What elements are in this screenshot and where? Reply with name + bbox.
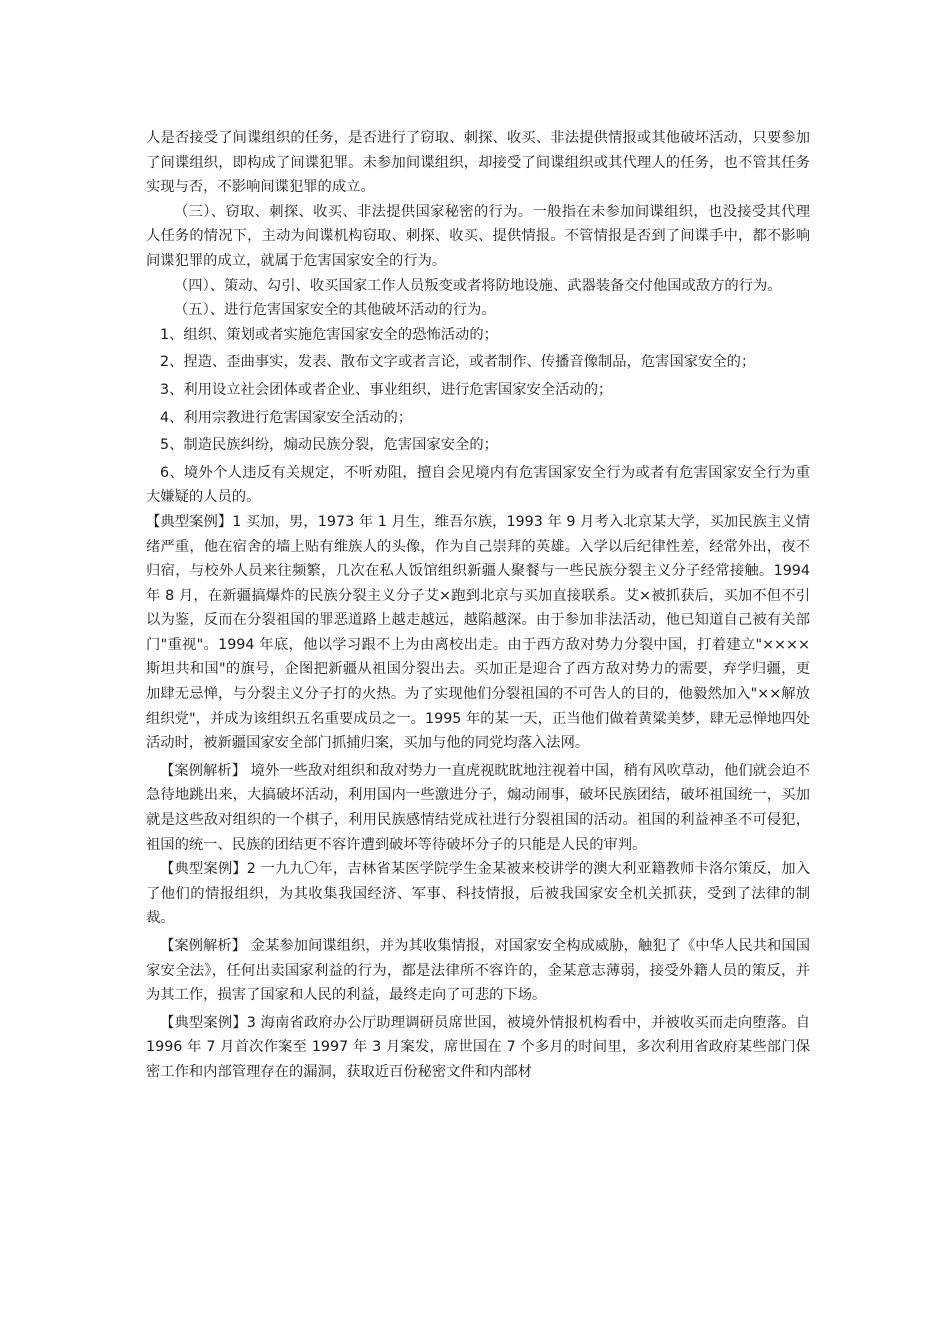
list-item-5: 5、制造民族纠纷，煽动民族分裂，危害国家安全的； <box>160 437 498 454</box>
list-item-3: 3、利用设立社会团体或者企业、事业组织，进行危害国家安全活动的； <box>160 381 613 398</box>
list-item-4: 4、利用宗教进行危害国家安全活动的； <box>160 409 413 426</box>
paragraph-section-4: （四）、策动、勾引、收买国家工作人员叛变或者将防地设施、武器装备交付他国或敌方的行为。 <box>174 277 782 294</box>
document-body <box>146 126 810 1085</box>
paragraph-section-3: （三）、窃取、刺探、收买、非法提供国家秘密的行为。一般指在未参加间谍组织，也没接受其代理人任务的情况下，主动为间谍机构窃取、刺探、收买、提供情报。不管情报是否到了间谍手中，都不影响间谍犯罪的成立，就属于危害国家安全的行为。 <box>146 203 810 269</box>
paragraph-section-5: （五）、进行危害国家安全的其他破坏活动的行为。 <box>174 302 496 319</box>
list-item-2: 2、捏造、歪曲事实，发表、散布文字或者言论，或者制作、传播音像制品，危害国家安全的； <box>160 354 756 371</box>
case-analysis-1: 【案例解析】 境外一些敌对组织和敌对势力一直虎视眈眈地注视着中国，稍有风吹草动，他们就会迫不急待地跳出来，大搞破坏活动，利用国内一些激进分子，煽动闹事，破坏民族团结，破坏祖国统一，买加就是这些敌对组织的一个棋子，利用民族感情结党成社进行分裂祖国的活动。祖国的利益神圣不可侵犯，祖国的统一、民族的团结更不容许遭到破坏等待破坏分子的只能是人民的审判。 <box>146 762 810 853</box>
case-3: 【典型案例】3 海南省政府办公厅助理调研员席世国，被境外情报机构看中，并被收买而走向堕落。自 1996 年 7 月首次作案至 1997 年 3 月案发，席世国在 7 个多月的时间里，多次利用省政府某些部门保密工作和内部管理存在的漏洞，获取近百份秘密文件和内部材 <box>146 1014 810 1080</box>
case-1: 【典型案例】1 买加，男，1973 年 1 月生，维吾尔族，1993 年 9 月考入北京某大学，买加民族主义情绪严重，他在宿舍的墙上贴有维族人的头像，作为自己崇拜的英雄。入学以后纪律性差，经常外出，夜不归宿，与校外人员来往频繁，几次在私人饭馆组织新疆人聚餐与一些民族分裂主义分子经常接触。1994 年 8 月，在新疆搞爆炸的民族分裂主义分子艾×跑到北京与买加直接联系。艾×被抓获后，买加不但不引以为鉴，反而在分裂祖国的罪恶道路上越走越远，越陷越深。由于参加非法活动，他已知道自己被有关部门"重视"。1994 年底，他以学习跟不上为由离校出走。由于西方敌对势力分裂中国，打着建立"××××斯坦共和国"的旗号，企图把新疆从祖国分裂出去。买加正是迎合了西方敌对势力的需要，弃学归疆，更加肆无忌惮，与分裂主义分子打的火热。为了实现他们分裂祖国的不可告人的目的，他毅然加入"××解放组织党"，并成为该组织五名重要成员之一。1995 年的某一天，正当他们做着黄粱美梦，肆无忌惮地四处活动时，被新疆国家安全部门抓捕归案，买加与他的同党均落入法网。 <box>146 513 810 752</box>
list-item-1: 1、组织、策划或者实施危害国家安全的恐怖活动的； <box>160 326 498 343</box>
case-2: 【典型案例】2 一九九〇年，吉林省某医学院学生金某被来校讲学的澳大利亚籍教师卡洛尔策反，加入了他们的情报组织，为其收集我国经济、军事、科技情报，后被我国家安全机关抓获，受到了法律的制裁。 <box>146 861 810 927</box>
case-analysis-2: 【案例解析】 金某参加间谍组织，并为其收集情报，对国家安全构成威胁，触犯了《中华人民共和国国家安全法》，任何出卖国家利益的行为，都是法律所不容许的，金某意志薄弱，接受外籍人员的策反，并为其工作，损害了国家和人民的利益，最终走向了可悲的下场。 <box>146 938 810 1004</box>
paragraph-1: 人是否接受了间谍组织的任务，是否进行了窃取、刺探、收买、非法提供情报或其他破坏活动，只要参加了间谍组织，即构成了间谍犯罪。未参加间谍组织，却接受了间谍组织或其代理人的任务，也不管其任务实现与否，不影响间谍犯罪的成立。 <box>146 130 810 196</box>
list-item-6: 6、境外个人违反有关规定，不听劝阻，擅自会见境内有危害国家安全行为或者有危害国家安全行为重大嫌疑的人员的。 <box>146 464 810 506</box>
